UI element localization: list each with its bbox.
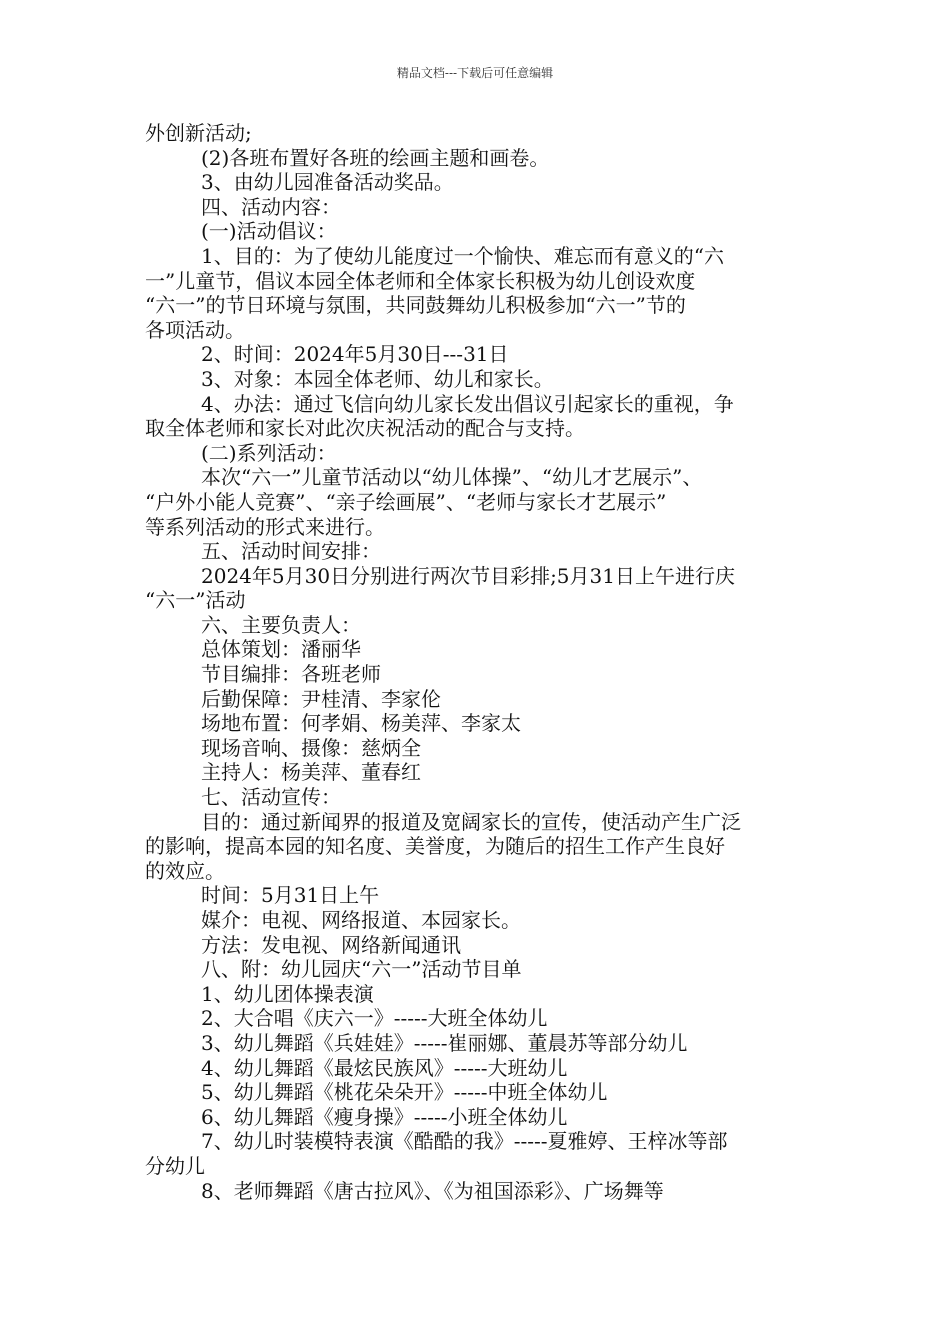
text-line: “六一”活动: [145, 588, 246, 613]
text-line: 4、办法：通过飞信向幼儿家长发出倡议引起家长的重视，争: [201, 391, 734, 416]
document-body: [145, 121, 835, 1203]
text-line: 8、老师舞蹈《唐古拉风》、《为祖国添彩》、广场舞等: [201, 1178, 664, 1203]
text-line: 场地布置：何孝娟、杨美萍、李家太: [201, 711, 521, 736]
text-line: 等系列活动的形式来进行。: [145, 514, 385, 539]
text-line: 的影响，提高本园的知名度、美誉度，为随后的招生工作产生良好: [145, 834, 725, 859]
text-line: 3、对象：本园全体老师、幼儿和家长。: [201, 366, 554, 391]
text-line: 分幼儿: [145, 1153, 205, 1178]
text-line: 一”儿童节，倡议本园全体老师和全体家长积极为幼儿创设欢度: [145, 268, 696, 293]
text-line: 七、活动宣传：: [201, 785, 341, 810]
text-line: (一)活动倡议：: [201, 219, 337, 244]
text-line: 7、幼儿时装模特表演《酷酷的我》-----夏雅婷、王梓冰等部: [201, 1129, 728, 1154]
text-line: 1、目的：为了使幼儿能度过一个愉快、难忘而有意义的“六: [201, 243, 724, 268]
page-header: 精品文档---下载后可任意编辑: [396, 66, 554, 80]
text-line: 2、大合唱《庆六一》-----大班全体幼儿: [201, 1006, 548, 1031]
text-line: 现场音响、摄像：慈炳全: [201, 735, 421, 760]
text-line: (二)系列活动：: [201, 440, 337, 465]
text-line: 目的：通过新闻界的报道及宽阔家长的宣传，使活动产生广泛: [201, 809, 741, 834]
text-line: 方法：发电视、网络新闻通讯: [201, 932, 461, 957]
text-line: 媒介：电视、网络报道、本园家长。: [201, 908, 521, 932]
text-line: 后勤保障：尹桂清、李家伦: [201, 686, 441, 711]
text-line: “户外小能人竞赛”、“亲子绘画展”、“老师与家长才艺展示”: [145, 489, 667, 514]
text-line: 五、活动时间安排：: [201, 539, 381, 564]
text-line: 各项活动。: [145, 317, 245, 342]
text-line: 六、主要负责人：: [201, 612, 361, 637]
text-line: 5、幼儿舞蹈《桃花朵朵开》-----中班全体幼儿: [201, 1080, 608, 1105]
text-line: “六一”的节日环境与氛围，共同鼓舞幼儿积极参加“六一”节的: [145, 293, 686, 318]
text-line: 总体策划：潘丽华: [201, 637, 361, 662]
text-line: 3、幼儿舞蹈《兵娃娃》-----崔丽娜、董晨苏等部分幼儿: [201, 1030, 688, 1055]
text-line: 时间：5月31日上午: [201, 883, 380, 908]
text-line: 外创新活动;: [145, 121, 252, 145]
text-line: 四、活动内容：: [201, 194, 341, 219]
text-line: 八、附：幼儿园庆“六一”活动节目单: [201, 957, 522, 982]
text-line: 本次“六一”儿童节活动以“幼儿体操”、“幼儿才艺展示”、: [201, 465, 703, 490]
text-line: 主持人：杨美萍、董春红: [201, 760, 421, 785]
text-line: 4、幼儿舞蹈《最炫民族风》-----大班幼儿: [201, 1055, 568, 1080]
text-line: (2)各班布置好各班的绘画主题和画卷。: [201, 145, 550, 170]
text-line: 3、由幼儿园准备活动奖品。: [201, 170, 454, 195]
text-line: 6、幼儿舞蹈《瘦身操》-----小班全体幼儿: [201, 1104, 568, 1129]
text-line: 2、时间：2024年5月30日---31日: [201, 342, 509, 367]
text-line: 的效应。: [145, 858, 225, 883]
text-line: 2024年5月30日分别进行两次节目彩排;5月31日上午进行庆: [201, 563, 735, 588]
text-line: 取全体老师和家长对此次庆祝活动的配合与支持。: [145, 416, 585, 441]
text-line: 节目编排：各班老师: [201, 662, 381, 687]
text-line: 1、幼儿团体操表演: [201, 981, 374, 1006]
